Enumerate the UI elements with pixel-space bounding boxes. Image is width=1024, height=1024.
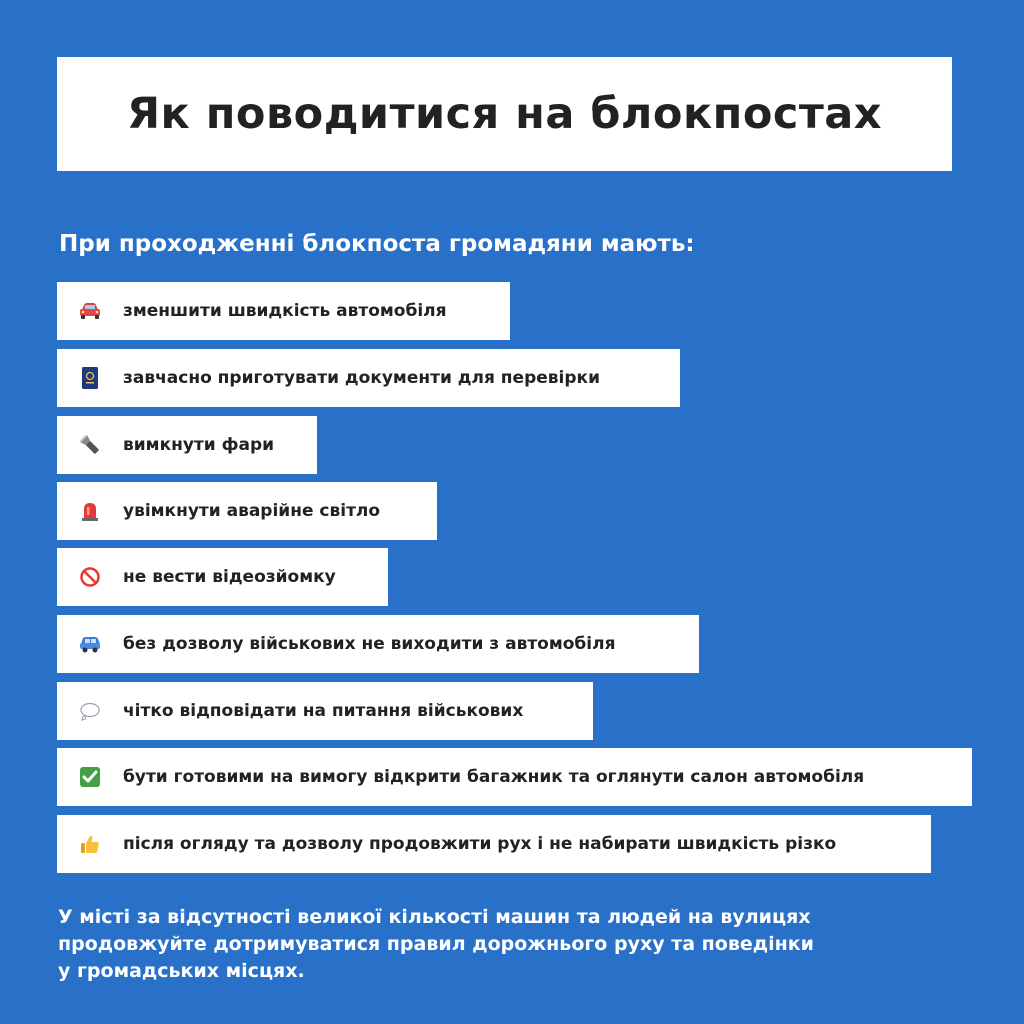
list-item-label: увімкнути аварійне світло: [123, 501, 381, 521]
list-item-headlights-off: [57, 416, 317, 474]
siren-icon: [57, 500, 123, 522]
check-mark-icon: [57, 766, 123, 788]
passport-icon: [57, 366, 123, 390]
list-item-answer-clearly: [57, 682, 593, 740]
footer-line: У місті за відсутності великої кількості машин та людей на вулицях: [58, 906, 811, 928]
thumbs-up-icon: [57, 833, 123, 855]
suv-icon: [57, 634, 123, 654]
list-item-label: вимкнути фари: [123, 435, 275, 455]
list-item-no-video: [57, 548, 388, 606]
speech-bubble-icon: [57, 701, 123, 721]
list-item-label: бути готовими на вимогу відкрити багажник та оглянути салон автомобіля: [123, 767, 865, 787]
list-item-label: зменшити швидкість автомобіля: [123, 301, 447, 321]
list-item-label: без дозволу військових не виходити з автомобіля: [123, 634, 616, 654]
list-item-stay-in-car: [57, 615, 699, 673]
list-item-reduce-speed: [57, 282, 510, 340]
list-item-prepare-documents: [57, 349, 680, 407]
footer-line: продовжуйте дотримуватися правил дорожнього руху та поведінки: [58, 933, 814, 955]
title-box: [57, 57, 952, 171]
flashlight-icon: [57, 434, 123, 456]
subtitle: При проходженні блокпоста громадяни мають:: [59, 231, 695, 257]
list-item-open-trunk: [57, 748, 972, 806]
list-item-label: після огляду та дозволу продовжити рух і не набирати швидкість різко: [123, 834, 837, 854]
page-title: Як поводитися на блокпостах: [126, 89, 883, 139]
list-item-continue-driving: [57, 815, 931, 873]
list-item-hazard-lights: [57, 482, 437, 540]
footer-line: у громадських місцях.: [58, 960, 305, 982]
list-item-label: не вести відеозйомку: [123, 567, 336, 587]
footer-note: [58, 904, 958, 985]
prohibited-icon: [57, 566, 123, 588]
list-item-label: завчасно приготувати документи для перевірки: [123, 368, 600, 388]
list-item-label: чітко відповідати на питання військових: [123, 701, 524, 721]
car-icon: [57, 301, 123, 321]
